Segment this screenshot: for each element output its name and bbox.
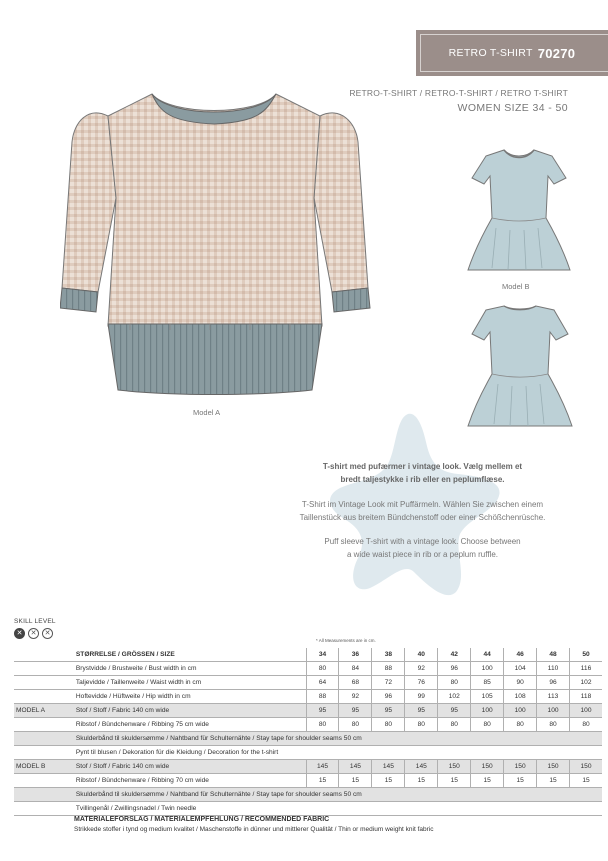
size-table: [14, 648, 602, 816]
value-cell: 116: [570, 662, 602, 676]
value-cell: 95: [372, 704, 405, 718]
table-row: [14, 788, 602, 802]
model-cell: [14, 746, 74, 760]
model-cell: [14, 676, 74, 690]
value-cell: 15: [405, 774, 438, 788]
table-row: [14, 760, 602, 774]
value-cell: 96: [537, 676, 570, 690]
row-label: Stof / Stoff / Fabric 140 cm wide: [74, 760, 306, 774]
table-row: [14, 732, 602, 746]
description-danish: T-shirt med pufærmer i vintage look. Vælg mellem et bredt taljestykke i rib eller en peplumflæse.: [322, 462, 523, 484]
model-cell: [14, 788, 74, 802]
value-cell: 92: [339, 690, 372, 704]
value-cell: 88: [372, 662, 405, 676]
value-cell: 64: [306, 676, 339, 690]
row-label: Ribstof / Bündchenware / Ribbing 70 cm wide: [74, 774, 306, 788]
value-cell: 80: [339, 718, 372, 732]
skill-x-icon: ✕: [28, 628, 39, 639]
value-cell: 113: [537, 690, 570, 704]
value-cell: 100: [504, 704, 537, 718]
size-header-cell: 34: [306, 648, 339, 662]
value-cell: 96: [372, 690, 405, 704]
model-cell: [14, 718, 74, 732]
value-cell: 80: [537, 718, 570, 732]
value-cell: 150: [537, 760, 570, 774]
value-cell: 15: [570, 774, 602, 788]
value-cell: 80: [306, 718, 339, 732]
value-cell: 102: [570, 676, 602, 690]
skill-x-icon: ✕: [42, 628, 53, 639]
skill-level-label: SKILL LEVEL: [14, 618, 56, 625]
skill-x-icon: ✕: [14, 628, 25, 639]
value-cell: 108: [504, 690, 537, 704]
model-a-illustration: [60, 88, 372, 406]
row-label: Pynt til blusen / Dekoration für die Kleidung / Decoration for the t-shirt: [74, 746, 602, 760]
value-cell: 85: [471, 676, 504, 690]
model-cell: [14, 774, 74, 788]
value-cell: 95: [405, 704, 438, 718]
row-label: Hoftevidde / Hüftweite / Hip width in cm: [74, 690, 306, 704]
table-row: [14, 662, 602, 676]
model-cell: MODEL B: [14, 760, 74, 774]
value-cell: 15: [339, 774, 372, 788]
value-cell: 80: [306, 662, 339, 676]
model-b-caption: Model B: [502, 282, 530, 291]
size-header-cell: 36: [339, 648, 372, 662]
row-label: Brystvidde / Brustweite / Bust width in cm: [74, 662, 306, 676]
row-label: Ribstof / Bündchenware / Ribbing 75 cm wide: [74, 718, 306, 732]
table-row: [14, 802, 602, 816]
value-cell: 80: [438, 676, 471, 690]
value-cell: 100: [570, 704, 602, 718]
value-cell: 15: [504, 774, 537, 788]
value-cell: 15: [471, 774, 504, 788]
table-row: [14, 704, 602, 718]
value-cell: 90: [504, 676, 537, 690]
value-cell: 84: [339, 662, 372, 676]
value-cell: 100: [471, 662, 504, 676]
value-cell: 145: [339, 760, 372, 774]
value-cell: 102: [438, 690, 471, 704]
row-label: Skulderbånd til skuldersømme / Nahtband für Schulternähte / Stay tape for shoulder seams 50 cm: [74, 732, 602, 746]
fabric-title: MATERIALEFORSLAG / MATERIALEMPFEHLUNG / RECOMMENDED FABRIC: [74, 816, 330, 823]
value-cell: 150: [504, 760, 537, 774]
value-cell: 15: [438, 774, 471, 788]
value-cell: 15: [306, 774, 339, 788]
model-cell: [14, 732, 74, 746]
value-cell: 99: [405, 690, 438, 704]
size-header-cell: 50: [570, 648, 602, 662]
value-cell: 80: [570, 718, 602, 732]
value-cell: 95: [306, 704, 339, 718]
header-label: STØRRELSE / GRÖSSEN / SIZE: [74, 648, 306, 662]
value-cell: 15: [537, 774, 570, 788]
value-cell: 150: [471, 760, 504, 774]
value-cell: 68: [339, 676, 372, 690]
value-cell: 100: [471, 704, 504, 718]
size-header-cell: 44: [471, 648, 504, 662]
fabric-text: Strikkede stoffer i tynd og medium kvalitet / Maschenstoffe in dünner und mittlerer Qualität / Thin or medium weight knit fabric: [74, 826, 434, 833]
model-cell: [14, 690, 74, 704]
measurement-note: * All Measurements are in cm.: [316, 638, 376, 643]
model-cell: [14, 648, 74, 662]
value-cell: 110: [537, 662, 570, 676]
value-cell: 150: [570, 760, 602, 774]
size-range: WOMEN SIZE 34 - 50: [457, 102, 568, 114]
value-cell: 92: [405, 662, 438, 676]
table-row: [14, 690, 602, 704]
value-cell: 145: [405, 760, 438, 774]
value-cell: 95: [339, 704, 372, 718]
table-row: [14, 718, 602, 732]
value-cell: 72: [372, 676, 405, 690]
value-cell: 76: [405, 676, 438, 690]
row-label: Stof / Stoff / Fabric 140 cm wide: [74, 704, 306, 718]
value-cell: 96: [438, 662, 471, 676]
row-label: Tvillingenål / Zwillingsnadel / Twin needle: [74, 802, 602, 816]
value-cell: 80: [438, 718, 471, 732]
size-header-cell: 46: [504, 648, 537, 662]
pattern-number: 70270: [537, 45, 576, 61]
model-cell: MODEL A: [14, 704, 74, 718]
pattern-subtitle: RETRO-T-SHIRT / RETRO-T-SHIRT / RETRO T-SHIRT: [349, 88, 568, 98]
value-cell: 100: [537, 704, 570, 718]
model-a-caption: Model A: [193, 408, 221, 417]
value-cell: 95: [438, 704, 471, 718]
row-label: Skulderbånd til skuldersømme / Nahtband für Schulternähte / Stay tape for shoulder seams 50 cm: [74, 788, 602, 802]
row-label: Taljevidde / Taillenweite / Waist width in cm: [74, 676, 306, 690]
table-row: [14, 774, 602, 788]
value-cell: 118: [570, 690, 602, 704]
pattern-title-box: [416, 30, 608, 76]
value-cell: 80: [405, 718, 438, 732]
size-header-cell: 42: [438, 648, 471, 662]
value-cell: 88: [306, 690, 339, 704]
value-cell: 104: [504, 662, 537, 676]
description-english: Puff sleeve T-shirt with a vintage look. Choose between a wide waist piece in rib or a peplum ruffle.: [324, 537, 521, 559]
value-cell: 105: [471, 690, 504, 704]
model-cell: [14, 662, 74, 676]
size-header-cell: 40: [405, 648, 438, 662]
value-cell: 150: [438, 760, 471, 774]
value-cell: 145: [306, 760, 339, 774]
description-german: T-Shirt im Vintage Look mit Puffärmeln. Wählen Sie zwischen einem Taillenstück aus breitem Bündchenstoff oder einer Schößchenrüsche.: [299, 500, 546, 522]
value-cell: 15: [372, 774, 405, 788]
value-cell: 80: [504, 718, 537, 732]
pattern-title: RETRO T-SHIRT: [448, 47, 533, 59]
size-header-cell: 48: [537, 648, 570, 662]
skill-level-icons: [14, 628, 53, 639]
value-cell: 80: [471, 718, 504, 732]
model-b-back-illustration: [466, 304, 574, 430]
model-b-front-illustration: [466, 148, 572, 274]
value-cell: 145: [372, 760, 405, 774]
table-row: [14, 676, 602, 690]
value-cell: 80: [372, 718, 405, 732]
table-row: [14, 746, 602, 760]
table-header-row: [14, 648, 602, 662]
size-header-cell: 38: [372, 648, 405, 662]
model-cell: [14, 802, 74, 816]
